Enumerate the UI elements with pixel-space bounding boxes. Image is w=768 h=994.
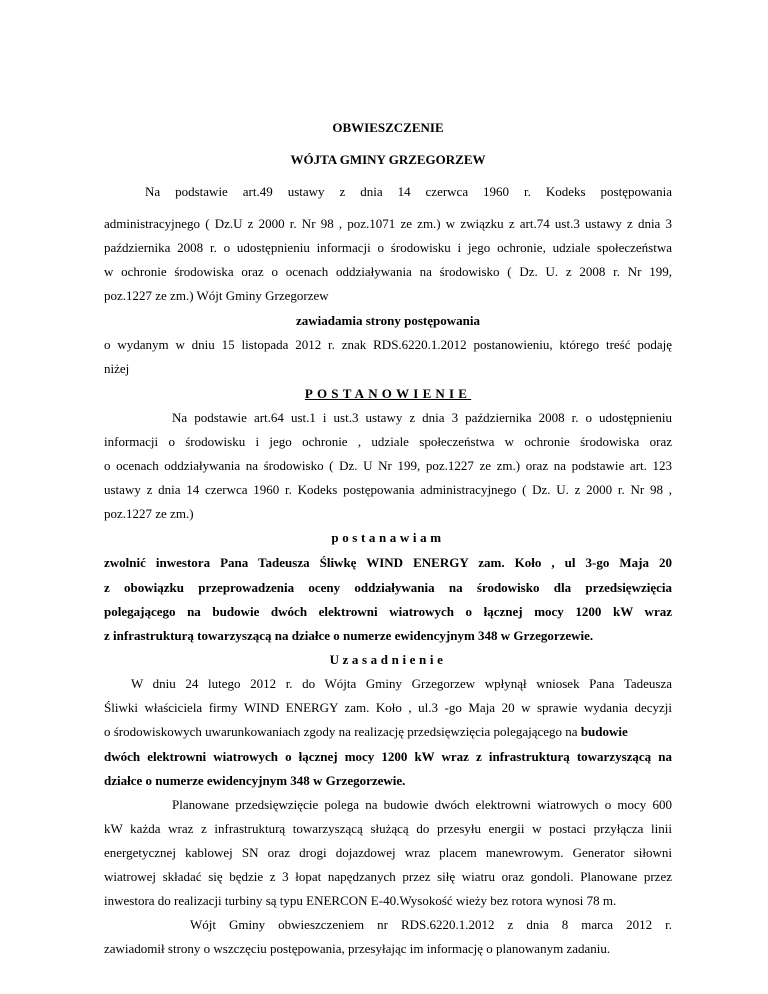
document-title: OBWIESZCZENIE <box>332 120 444 135</box>
resolution-line: z obowiązku przeprowadzenia oceny oddziaływania na środowisko dla przedsięwzięcia <box>104 580 672 595</box>
decision-heading: POSTANOWIENIE <box>304 386 472 401</box>
justification-bold-line: dwóch elektrowni wiatrowych o łącznej mocy 1200 kW wraz z infrastrukturą towarzyszącą na <box>104 749 672 764</box>
justification-line <box>104 724 672 740</box>
justification-line: W dniu 24 lutego 2012 r. do Wójta Gminy Grzegorzew wpłynął wniosek Pana Tadeusza <box>131 676 672 691</box>
notification-line: zawiadomił strony o wszczęciu postępowania, przesyłając im informację o planowanym zadaniu. <box>104 941 611 956</box>
description-line: Planowane przedsięwzięcie polega na budowie dwóch elektrowni wiatrowych o mocy 600 <box>172 797 672 812</box>
justification-text: o środowiskowych uwarunkowaniach zgody na realizację przedsięwzięcia polegającego na <box>104 724 581 739</box>
legal-basis-line: poz.1227 ze zm.) <box>104 506 194 521</box>
justification-line: Śliwki właściciela firmy WIND ENERGY zam. Koło , ul.3 -go Maja 20 w sprawie wydania decyzji <box>104 700 672 715</box>
legal-basis-line: ustawy z dnia 14 czerwca 1960 r. Kodeks postępowania administracyjnego ( Dz. U. z 2000 r. Nr 98 , <box>104 482 672 497</box>
resolution-line: zwolnić inwestora Pana Tadeusza Śliwkę WIND ENERGY zam. Koło , ul 3-go Maja 20 <box>104 555 672 570</box>
notice-heading: zawiadamia strony postępowania <box>296 313 480 328</box>
intro-line: administracyjnego ( Dz.U z 2000 r. Nr 98 , poz.1071 ze zm.) w związku z art.74 ust.3 ustawy z dnia 3 <box>104 216 672 231</box>
legal-basis-line: o ocenach oddziaływania na środowisko ( Dz. U Nr 199, poz.1227 ze zm.) oraz na podstawie art. 123 <box>104 458 672 473</box>
legal-basis-line: informacji o środowisku i jego ochronie , udziale społeczeństwa w ochronie środowiska oraz <box>104 434 672 449</box>
legal-basis-line: Na podstawie art.64 ust.1 i ust.3 ustawy z dnia 3 października 2008 r. o udostępnieniu <box>172 410 672 425</box>
description-line: wiatrowej składać się będzie z 3 łopat napędzanych przez siłę wiatru oraz gondoli. Planowane przez <box>104 869 672 884</box>
notice-line: niżej <box>104 361 130 376</box>
intro-line: Na podstawie art.49 ustawy z dnia 14 czerwca 1960 r. Kodeks postępowania <box>145 184 672 199</box>
resolution-line: z infrastrukturą towarzyszącą na działce o numerze ewidencyjnym 348 w Grzegorzewie. <box>104 628 594 643</box>
intro-line: poz.1227 ze zm.) Wójt Gminy Grzegorzew <box>104 288 329 303</box>
justification-bold-line: działce o numerze ewidencyjnym 348 w Grzegorzewie. <box>104 773 406 788</box>
justification-bold-text: budowie <box>580 724 628 739</box>
description-line: inwestora do realizacji turbiny są typu ENERCON E-40.Wysokość wieży bez rotora wynosi 78 m. <box>104 893 617 908</box>
intro-line: października 2008 r. o udostępnieniu informacji o środowisku i jego ochronie, udziale społeczeństwa <box>104 240 672 255</box>
description-line: kW każda wraz z infrastrukturą towarzyszącą służącą do przesyłu energii w postaci przyłącza linii <box>104 821 672 836</box>
intro-line: w ochronie środowiska oraz o ocenach oddziaływania na środowisko ( Dz. U. z 2008 r. Nr 199, <box>104 264 672 279</box>
notice-line: o wydanym w dniu 15 listopada 2012 r. znak RDS.6220.1.2012 postanowieniu, którego treść podaję <box>104 337 672 352</box>
notification-line: Wójt Gminy obwieszczeniem nr RDS.6220.1.2012 z dnia 8 marca 2012 r. <box>190 917 672 932</box>
description-line: energetycznej kablowej SN oraz drogi dojazdowej wraz placem manewrowym. Generator siłowni <box>104 845 672 860</box>
resolution-line: polegającego na budowie dwóch elektrowni wiatrowych o łącznej mocy 1200 kW wraz <box>104 604 672 619</box>
justification-heading: Uzasadnienie <box>329 652 447 667</box>
resolve-heading: postanawiam <box>331 530 445 545</box>
document-subtitle: WÓJTA GMINY GRZEGORZEW <box>290 152 486 167</box>
